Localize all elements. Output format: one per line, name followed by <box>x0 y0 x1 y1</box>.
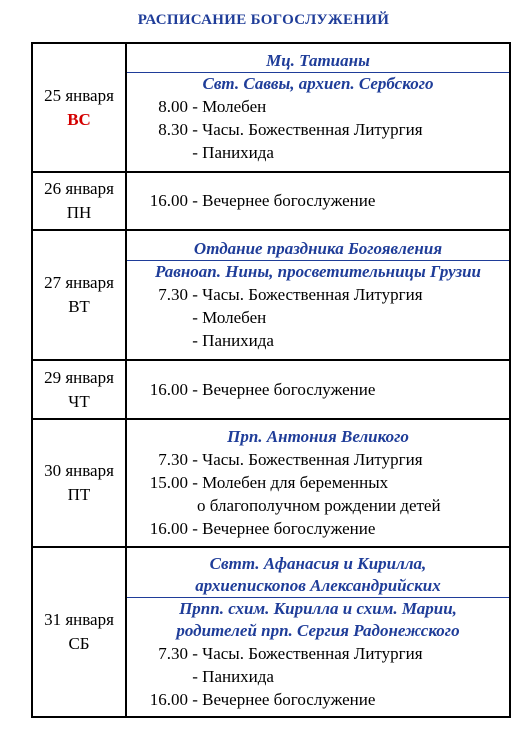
service-cell <box>126 43 510 172</box>
schedule-table <box>31 42 511 718</box>
date-cell <box>32 360 126 419</box>
service-text: - Часы. Божественная Литургия <box>188 284 423 304</box>
service-time: 8.00 <box>158 97 188 116</box>
service-text: о благополучном рождении детей <box>197 495 441 515</box>
service-line <box>130 141 506 164</box>
date-label: 25 января <box>44 85 114 105</box>
service-time: 16.00 <box>149 379 188 399</box>
date-cell <box>32 419 126 547</box>
service-line <box>130 517 506 540</box>
feast-title: Свтт. Афанасия и Кирилла, <box>209 553 427 573</box>
service-time: 7.30 <box>158 284 188 304</box>
date-cell <box>32 172 126 230</box>
feast-title: архиепископов Александрийских <box>127 575 509 598</box>
service-text: - Часы. Божественная Литургия <box>188 643 423 663</box>
service-time: 16.00 <box>149 518 188 538</box>
service-text: - Часы. Божественная Литургия <box>188 449 423 469</box>
table-row <box>32 43 510 172</box>
service-line <box>130 448 506 471</box>
weekday-label: ПН <box>66 203 92 222</box>
service-text: - Вечернее богослужение <box>188 518 376 538</box>
date-label: 27 января <box>44 273 114 292</box>
service-text: - Часы. Божественная Литургия <box>188 120 423 139</box>
service-time: 16.00 <box>149 689 188 709</box>
service-cell <box>126 172 510 230</box>
service-line <box>130 494 506 517</box>
service-cell <box>126 547 510 717</box>
service-cell <box>126 230 510 360</box>
weekday-label: ПТ <box>67 485 91 504</box>
service-line <box>130 378 506 401</box>
date-label: 30 января <box>44 461 114 480</box>
service-time: 8.30 <box>158 120 188 139</box>
service-line <box>130 189 506 212</box>
table-row <box>32 360 510 419</box>
feast-title: Мц. Татианы <box>127 50 509 73</box>
service-text: - Панихида <box>188 666 274 686</box>
weekday-label: СБ <box>68 634 90 653</box>
service-time: 16.00 <box>149 191 188 210</box>
date-cell <box>32 43 126 172</box>
page-title: РАСПИСАНИЕ БОГОСЛУЖЕНИЙ <box>137 12 390 28</box>
table-row <box>32 419 510 547</box>
feast-title: Прп. Антония Великого <box>227 426 409 446</box>
feast-title: Равноап. Нины, просветительницы Грузии <box>155 261 481 281</box>
service-text: - Вечернее богослужение <box>188 191 376 210</box>
weekday-label: ВС <box>67 109 91 129</box>
feast-title: Свт. Саввы, архиеп. Сербского <box>202 74 434 93</box>
service-text: - Панихида <box>188 330 274 350</box>
weekday-label: ЧТ <box>68 391 90 411</box>
weekday-label: ВТ <box>68 297 90 316</box>
service-line <box>130 95 506 118</box>
feast-title: родителей прп. Сергия Радонежского <box>176 620 460 640</box>
service-time: 7.30 <box>158 643 188 663</box>
feast-title: Прпп. схим. Кирилла и схим. Марии, <box>179 598 457 618</box>
service-line <box>130 118 506 141</box>
date-label: 29 января <box>44 367 114 387</box>
service-line <box>130 329 506 352</box>
service-text: - Молебен <box>188 97 267 116</box>
service-line <box>130 665 506 688</box>
date-cell <box>32 230 126 360</box>
feast-title: Отдание праздника Богоявления <box>127 238 509 261</box>
service-line <box>130 688 506 711</box>
date-cell <box>32 547 126 717</box>
service-time: 7.30 <box>158 449 188 469</box>
service-text: - Вечернее богослужение <box>188 379 376 399</box>
table-row <box>32 230 510 360</box>
service-text: - Молебен для беременных <box>188 472 389 492</box>
table-row <box>32 172 510 230</box>
date-label: 31 января <box>44 610 114 629</box>
service-cell <box>126 419 510 547</box>
service-cell <box>126 360 510 419</box>
service-text: - Панихида <box>188 143 274 162</box>
service-line <box>130 642 506 665</box>
service-text: - Вечернее богослужение <box>188 689 376 709</box>
service-line <box>130 471 506 494</box>
table-row <box>32 547 510 717</box>
date-label: 26 января <box>44 179 114 198</box>
service-line <box>130 306 506 329</box>
service-text: - Молебен <box>188 307 267 327</box>
service-line <box>130 283 506 306</box>
service-time: 15.00 <box>149 472 188 492</box>
